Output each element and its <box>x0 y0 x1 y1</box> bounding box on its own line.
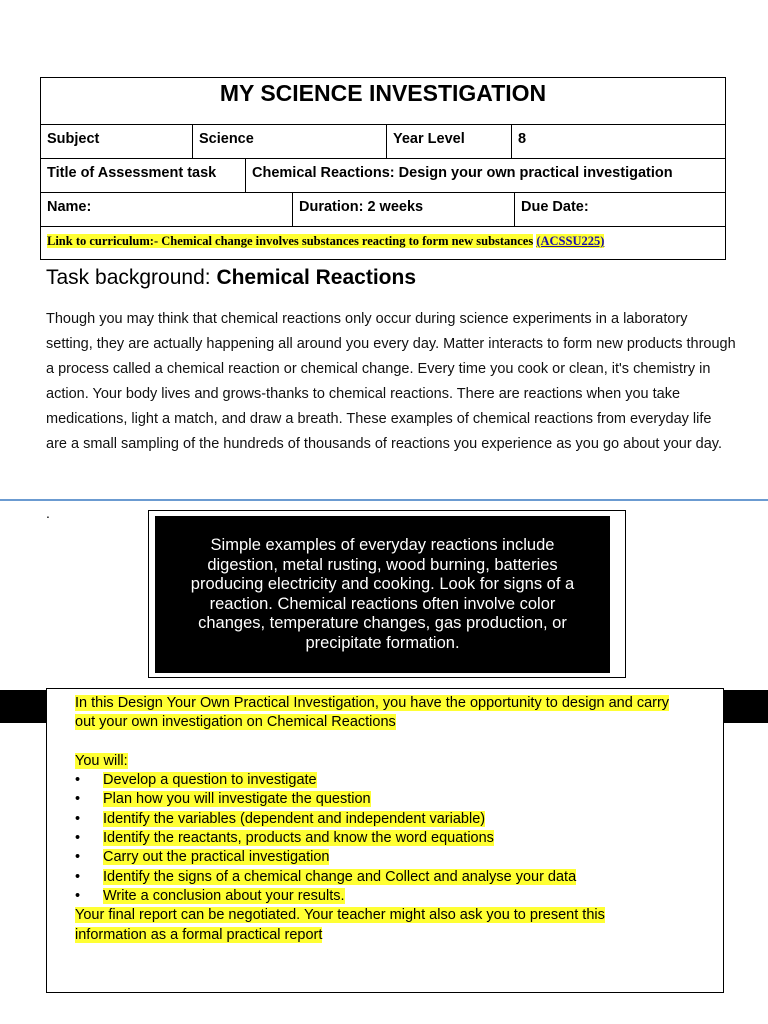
list-item: • Write a conclusion about your results. <box>75 887 715 906</box>
subject-label: Subject <box>47 131 100 147</box>
due-date-label: Due Date: <box>514 193 725 226</box>
subject-value: Science <box>192 125 386 158</box>
you-will-label: You will: <box>75 752 128 769</box>
list-item: • Identify the variables (dependent and independent variable) <box>75 810 715 829</box>
callout-box: Simple examples of everyday reactions include digestion, metal rusting, wood burning, batteries producing electricity and cooking. Look for signs of a reaction. Chemical reactions often involve color changes, temperature changes, gas production, or precipitate formation. <box>155 516 610 673</box>
list-item: • Plan how you will investigate the question <box>75 790 715 809</box>
curriculum-row <box>41 226 725 259</box>
final-line-2: information as a formal practical report <box>75 926 323 943</box>
list-item: • Develop a question to investigate <box>75 771 715 790</box>
task-title-label: Title of Assessment task <box>47 165 217 181</box>
year-level-label: Year Level <box>386 125 511 158</box>
curriculum-code-link[interactable]: (ACSSU225) <box>536 234 605 248</box>
background-paragraph: Though you may think that chemical reactions only occur during science experiments in a laboratory setting, they are actually happening all around you every day. Matter interacts to form new products through a process called a chemical reaction or chemical change. Every time you cook or clean, it's chemistry in action. Your body lives and grows-thanks to chemical reactions. There are reactions when you take medications, light a match, and draw a breath. These examples of chemical reactions from everyday life are a small sampling of the hundreds of thousands of reactions you experience as you go about your day. <box>46 311 736 452</box>
intro-line-1: In this Design Your Own Practical Investigation, you have the opportunity to design and carry <box>75 695 670 711</box>
page-title: MY SCIENCE INVESTIGATION <box>219 80 547 106</box>
intro-line-2: out your own investigation on Chemical Reactions <box>75 714 396 731</box>
divider-line <box>0 499 768 501</box>
left-black-bar <box>0 690 46 723</box>
section-heading <box>46 266 416 290</box>
task-title-value: Chemical Reactions: Design your own practical investigation <box>245 159 725 192</box>
name-row <box>41 192 725 226</box>
heading-prefix: Task background: <box>46 266 217 289</box>
title-row <box>41 78 725 124</box>
final-line-1: Your final report can be negotiated. Your teacher might also ask you to present this <box>75 907 605 924</box>
header-table <box>40 77 726 260</box>
year-level-value: 8 <box>511 125 725 158</box>
list-item: • Identify the signs of a chemical change and Collect and analyse your data <box>75 868 715 887</box>
name-label: Name: <box>47 199 92 215</box>
stray-dot: . <box>46 505 50 521</box>
right-black-bar <box>722 690 768 723</box>
duration-label: Duration: 2 weeks <box>292 193 514 226</box>
heading-bold: Chemical Reactions <box>216 266 417 289</box>
task-content <box>75 694 715 945</box>
task-title-row <box>41 158 725 192</box>
curriculum-link <box>47 234 604 249</box>
list-item: • Carry out the practical investigation <box>75 848 715 867</box>
list-item: • Identify the reactants, products and know the word equations <box>75 829 715 848</box>
curriculum-text: Link to curriculum:- Chemical change involves substances reacting to form new substances <box>47 234 534 248</box>
subject-row <box>41 124 725 158</box>
